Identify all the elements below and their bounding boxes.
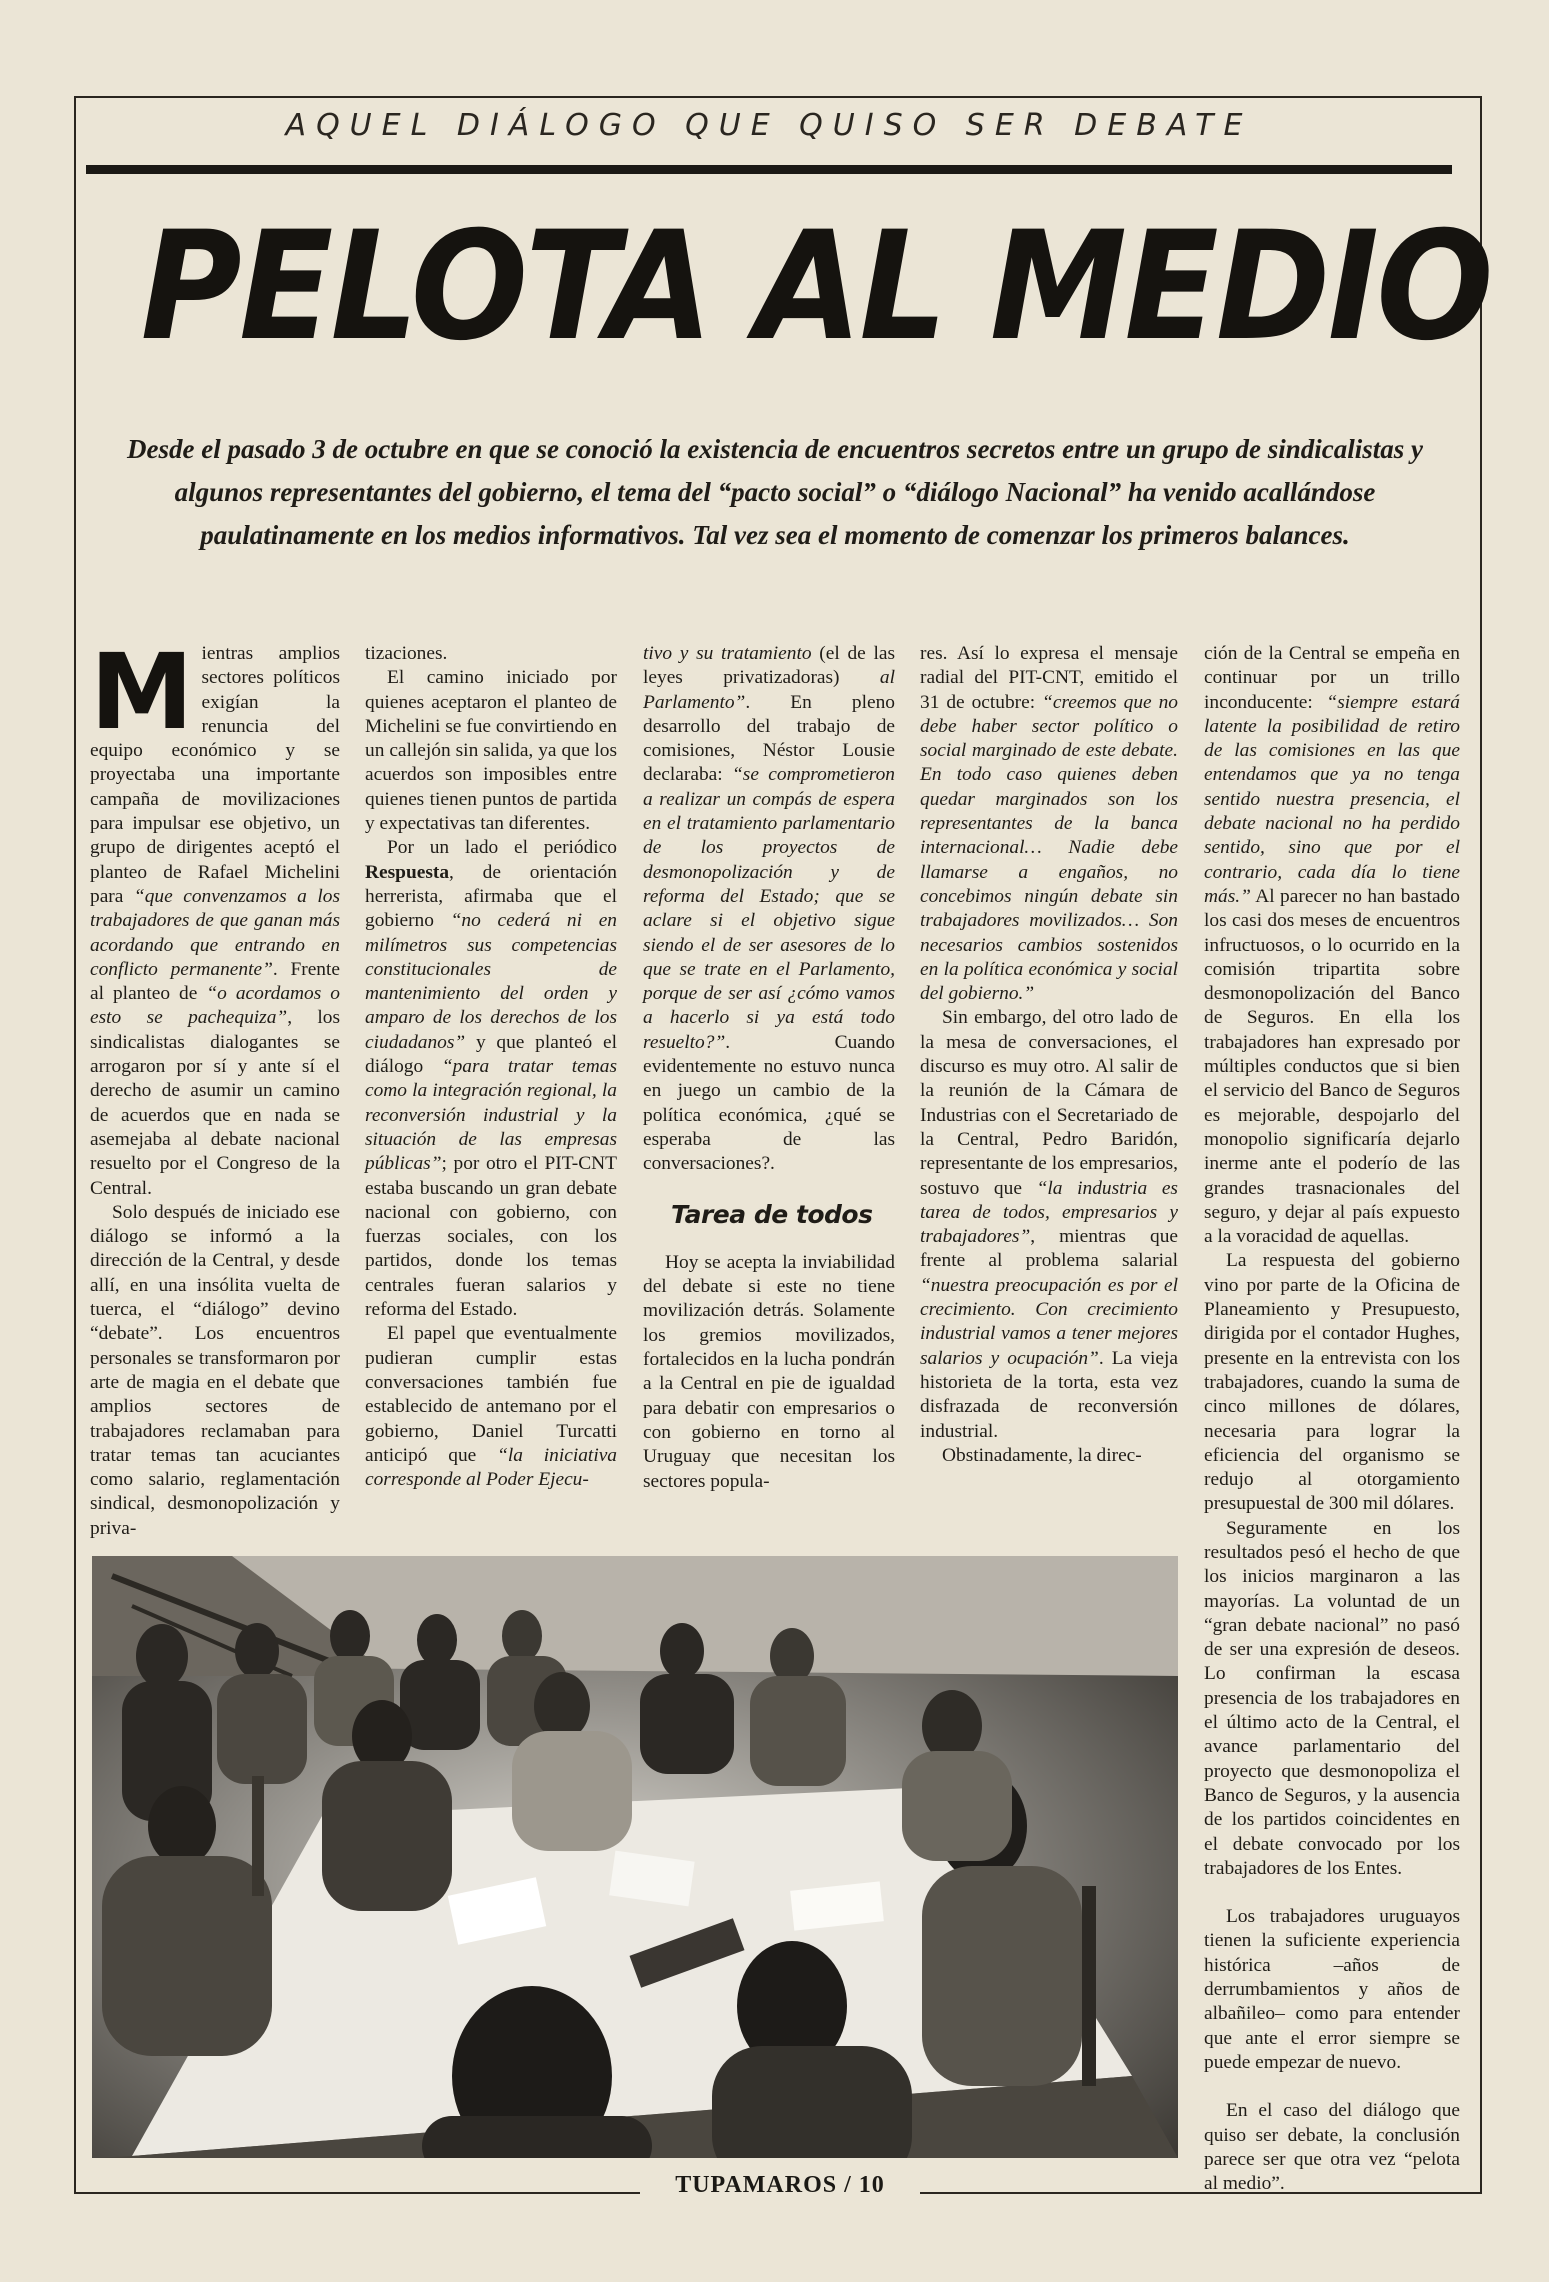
paragraph: El papel que eventualmente pudieran cumplir estas conversaciones también fue establecido de antemano por el gobierno, Daniel Turcatti anticipó que “la iniciativa corresponde al Poder Ejecu- xyxy=(365,1323,618,1491)
deck-intro: Desde el pasado 3 de octubre en que se conoció la existencia de encuentros secretos entre un grupo de sindicalistas y algunos representantes del gobierno, el tema del “pacto social” o “diálogo Nacional” ha venido acallándose paulatinamente en los medios informativos. Tal vez sea el momento de comenzar los primeros balances. xyxy=(127,434,1423,550)
kicker-rule xyxy=(86,165,1452,174)
meeting-photo xyxy=(92,1556,1178,2158)
paragraph: Solo después de iniciado ese diálogo se informó a la dirección de la Central, y desde allí, en una insólita vuelta de tuerca, el “diálogo” devino “debate”. Los encuentros personales se transformaron por arte de magia en el debate que amplios sectores de trabajadores reclamaban para tratar temas tan acuciantes como salario, reglamentación sindical, desmonopolización y priva- xyxy=(90,1201,340,1539)
paragraph: Mientras amplios sectores políticos exigían la renuncia del equipo económico y se proyectaba una importante campaña de movilizaciones para impulsar ese objetivo, un grupo de dirigentes aceptó el planteo de Rafael Michelini para “que convenzamos a los trabajadores de que ganan más acordando que entrando en conflicto permanente”. Frente al planteo de “o acordamos o esto se pachequiza”, los sindicalistas dialogantes se arrogaron por sí y ante sí el derecho de asumir un camino de acuerdos que en nada se asemejaba al debate nacional resuelto por el Congreso de la Central. xyxy=(90,631,341,1199)
paragraph: En el caso del diálogo que quiso ser debate, la conclusión parece ser que otra vez “pelota al medio”. xyxy=(1204,2100,1460,2195)
paragraph: Obstinadamente, la direc- xyxy=(942,1444,1142,1466)
paragraph: ción de la Central se empeña en continuar por un trillo inconducente: “siempre estará latente la posibilidad de retiro de las comisiones en las que entendamos que ya no tenga sentido nuestra presencia, el debate nacional no ha perdido sentido, sino que por el contrario, cada día lo tiene más.” Al parecer no han bastado los casi dos meses de encuentros infructuosos, o lo ocurrido en la comisión tripartita sobre desmonopolización del Banco de Seguros. En ella los trabajadores han expresado por múltiples conductos que si bien el servicio del Banco de Seguros es mejorable, despojarlo del monopolio significaría dejarlo inerme ante el poderío de las grandes trasnacionales del seguro, y dejar al país expuesto a la voracidad de aquellas. xyxy=(1204,643,1461,1248)
spacer xyxy=(1204,2075,1460,2099)
article-column-5 xyxy=(1204,642,1460,2196)
paragraph: Sin embargo, del otro lado de la mesa de conversaciones, el discurso es muy otro. Al salir de la reunión de la Cámara de Industrias con el Secretariado de la Central, Pedro Baridón, representante de los empresarios, sostuvo que “la industria es tarea de todos, empresarios y trabajadores”, mientras que frente al problema salarial “nuestra preocupación es por el crecimiento. Con crecimiento industrial vamos a tener mejores salarios y ocupación”. La vieja historieta de la torta, esta vez disfrazada de reconversión industrial. xyxy=(920,1007,1178,1442)
headline: PELOTA AL MEDIO xyxy=(140,200,1491,374)
paragraph: La respuesta del gobierno vino por parte de la Oficina de Planeamiento y Presupuesto, dirigida por el contador Hughes, presente en la entrevista con los trabajadores, cuando la suma de cinco millones de dólares, necesaria para lograr la eficiencia del organismo se redujo al otorgamiento presupuestal de 300 mil dólares. xyxy=(1204,1250,1460,1515)
paragraph: Hoy se acepta la inviabilidad del debate si este no tiene movilización detrás. Solamente los gremios movilizados, fortalecidos en la lucha pondrán a la Central en pie de igualdad para debatir con empresarios o con gobierno en torno al Uruguay que necesitan los sectores popula- xyxy=(643,1251,895,1492)
article-column-2 xyxy=(365,642,617,1492)
meeting-photo-illustration xyxy=(92,1556,1178,2158)
spacer xyxy=(1204,1881,1460,1905)
paragraph: tizaciones. xyxy=(365,643,448,664)
paragraph: res. Así lo expresa el mensaje radial del PIT-CNT, emitido el 31 de octubre: “creemos que no debe haber sector político o social marginado de este debate. En todo caso quienes deben quedar marginados son los representantes de la banca internacional… Nadie debe llamarse a engaños, no concebimos ningún debate sin trabajadores movilizados… Son necesarios cambios sostenidos en la política económica y social del gobierno.” xyxy=(920,643,1178,1005)
paragraph: El camino iniciado por quienes aceptaron el planteo de Michelini se fue convirtiendo en un callejón sin salida, ya que los acuerdos son imposibles entre quienes tienen puntos de partida y expectativas tan diferentes. xyxy=(365,667,618,835)
subheading: Tarea de todos xyxy=(671,1199,873,1229)
page-footer: TUPAMAROS / 10 xyxy=(640,2172,920,2199)
article-column-3 xyxy=(643,642,895,1494)
paragraph: Los trabajadores uruguayos tienen la suficiente experiencia histórica –años de derrumbamientos y años de albañileo– como para entender que ante el error siempre se puede empezar de nuevo. xyxy=(1204,1906,1460,2073)
paragraph: Seguramente en los resultados pesó el hecho de que los inicios marginaron a las mayorías. La voluntad de un “gran debate nacional” no pasó de ser una expresión de deseos. Lo confirman la escasa presencia de los trabajadores en el último acto de la Central, el avance parlamentario del proyecto que desmonopoliza el Banco de Seguros, y la ausencia de los partidos coincidentes en el debate convocado por los trabajadores de los Entes. xyxy=(1204,1517,1460,1879)
paragraph: Por un lado el periódico Respuesta, de orientación herrerista, afirmaba que el gobierno “no cederá ni en milímetros sus competencias constitucionales de mantenimiento del orden y amparo de los derechos de los ciudadanos” y que planteó el diálogo “para tratar temas como la integración regional, la reconversión industrial y la situación de las empresas públicas”; por otro el PIT-CNT estaba buscando un gran debate nacional con gobierno, con fuerzas sociales, con los partidos, donde los temas centrales fueran salarios y reforma del Estado. xyxy=(365,837,618,1321)
article-column-4 xyxy=(920,642,1178,1468)
article-column-1 xyxy=(90,631,341,1541)
paragraph: tivo y su tratamiento (el de las leyes privatizadoras) al Parlamento”. En pleno desarrollo del trabajo de comisiones, Néstor Lousie declaraba: “se comprometieron a realizar un compás de espera en el tratamiento parlamentario de los proyectos de desmonopolización y de reforma del Estado; que se aclare si el objetivo sigue siendo el de ser asesores de lo que se trate en el Parlamento, porque de ser así ¿cómo vamos a hacerlo si ya está todo resuelto?”. Cuando evidentemente no estuvo nunca en juego un cambio de la política económica, ¿qué se esperaba de las conversaciones?. xyxy=(643,643,895,1175)
dropcap: M xyxy=(90,631,194,753)
section-kicker: AQUEL DIÁLOGO QUE QUISO SER DEBATE xyxy=(285,108,1253,143)
